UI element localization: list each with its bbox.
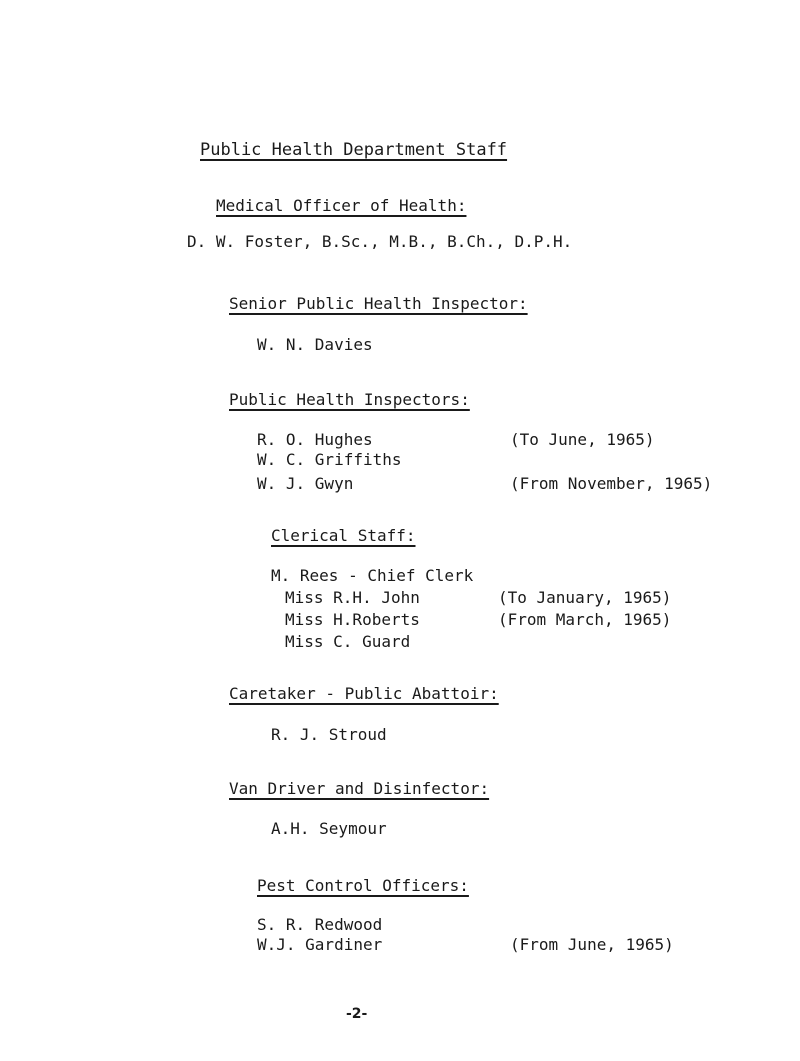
staff-name: Miss H.Roberts <box>285 610 420 629</box>
staff-note: (From November, 1965) <box>510 474 713 493</box>
staff-name-senior-inspector: W. N. Davies <box>257 335 373 354</box>
page-title: Public Health Department Staff <box>200 140 508 160</box>
staff-note: (To January, 1965) <box>498 588 672 607</box>
staff-name: Miss R.H. John <box>285 588 420 607</box>
section-heading-inspectors: Public Health Inspectors: <box>229 390 470 409</box>
staff-name: W.J. Gardiner <box>257 935 383 954</box>
staff-name: W. C. Griffiths <box>257 450 402 469</box>
staff-name: R. O. Hughes <box>257 430 373 449</box>
staff-name: W. J. Gwyn <box>257 474 354 493</box>
staff-name-medical-officer: D. W. Foster, B.Sc., M.B., B.Ch., D.P.H. <box>187 232 573 251</box>
section-heading-medical-officer: Medical Officer of Health: <box>216 196 467 215</box>
staff-name: Miss C. Guard <box>285 632 411 651</box>
staff-note: (From June, 1965) <box>510 935 674 954</box>
staff-note: (From March, 1965) <box>498 610 672 629</box>
staff-name: A.H. Seymour <box>271 819 387 838</box>
section-heading-van-driver: Van Driver and Disinfector: <box>229 779 490 798</box>
section-heading-senior-inspector: Senior Public Health Inspector: <box>229 294 528 313</box>
section-heading-pest-control: Pest Control Officers: <box>257 876 469 895</box>
staff-name: M. Rees - Chief Clerk <box>271 566 474 585</box>
staff-note: (To June, 1965) <box>510 430 655 449</box>
staff-name: S. R. Redwood <box>257 915 383 934</box>
page-number: -2- <box>346 1006 368 1022</box>
section-heading-caretaker: Caretaker - Public Abattoir: <box>229 684 499 703</box>
section-heading-clerical: Clerical Staff: <box>271 526 416 545</box>
staff-name: R. J. Stroud <box>271 725 387 744</box>
